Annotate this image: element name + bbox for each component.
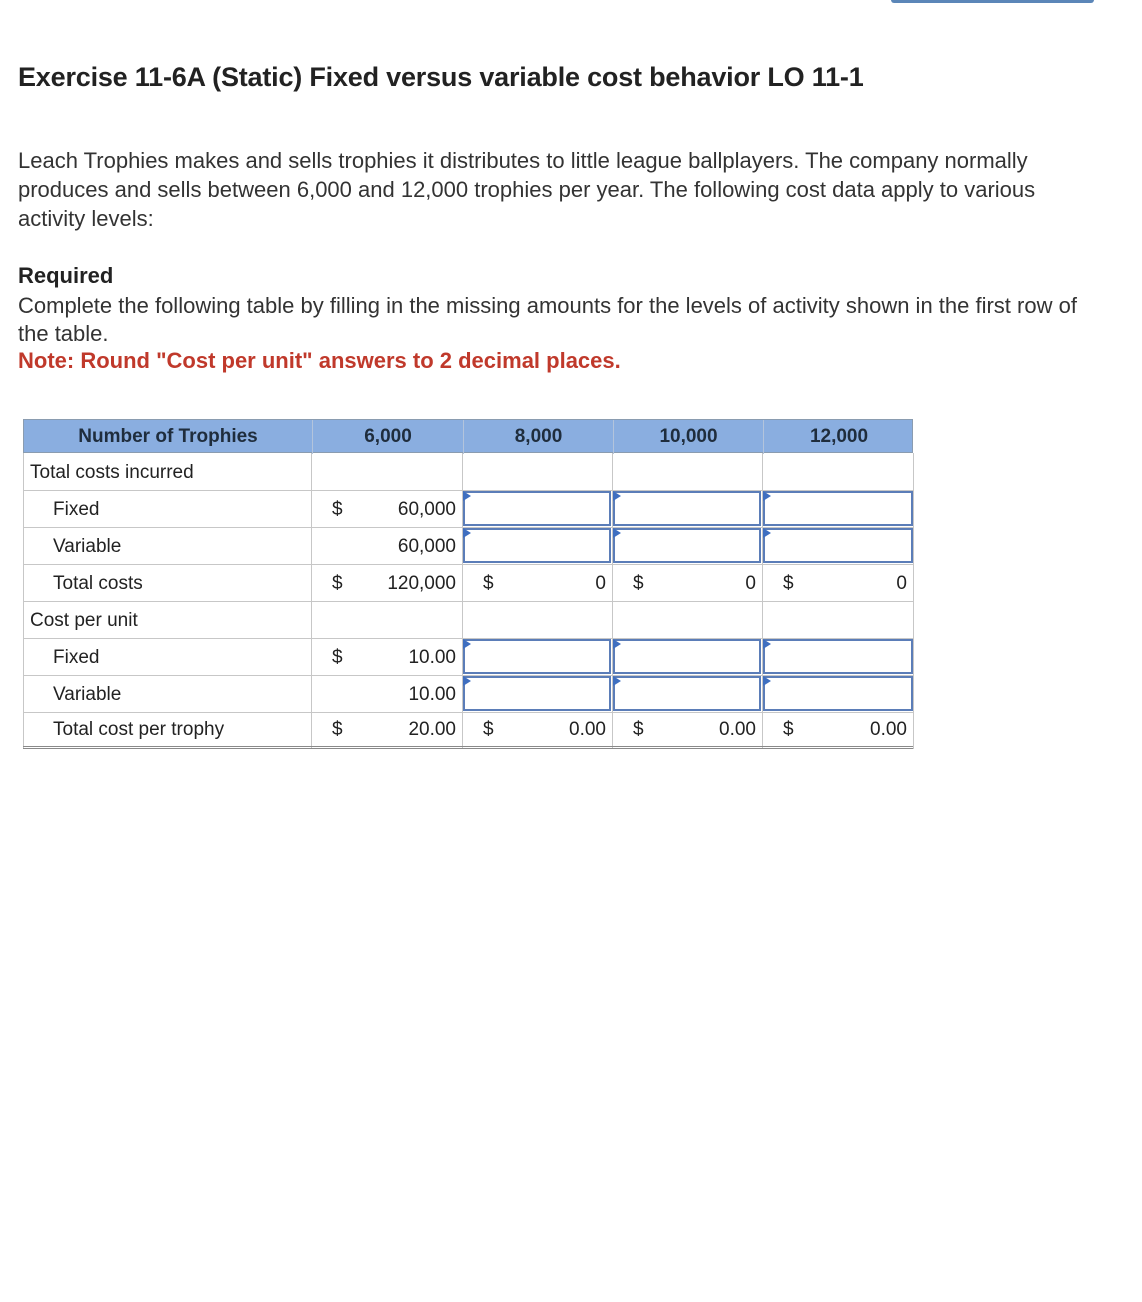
input-marker-icon: [763, 676, 771, 686]
row-label-fixed-total: Fixed: [53, 499, 100, 520]
variable-total-10000-input[interactable]: [613, 528, 761, 563]
table-header: [23, 419, 913, 453]
fixed-unit-6000: 10.00: [408, 647, 456, 668]
dollar-sign: $: [332, 647, 343, 668]
required-text: Complete the following table by filling in the missing amounts for the levels of activity shown in the first row of the table.: [18, 293, 1077, 346]
variable-unit-8000-input[interactable]: [463, 676, 611, 711]
input-marker-icon: [463, 676, 471, 686]
variable-unit-12000-input[interactable]: [763, 676, 913, 711]
row-label-variable-total: Variable: [53, 536, 122, 557]
variable-unit-6000: 10.00: [408, 684, 456, 705]
dollar-sign: $: [483, 573, 494, 594]
rounding-note: Note: Round "Cost per unit" answers to 2 decimal places.: [18, 348, 621, 373]
header-col-6000: 6,000: [364, 426, 412, 447]
variable-unit-10000-input[interactable]: [613, 676, 761, 711]
fixed-total-12000-input[interactable]: [763, 491, 913, 526]
input-marker-icon: [613, 639, 621, 649]
total-costs-10000: 0: [745, 573, 756, 594]
required-heading: Required: [18, 263, 114, 288]
input-marker-icon: [613, 676, 621, 686]
fixed-total-8000-input[interactable]: [463, 491, 611, 526]
input-marker-icon: [463, 528, 471, 538]
row-label-fixed-unit: Fixed: [53, 647, 100, 668]
fixed-total-10000-input[interactable]: [613, 491, 761, 526]
section-total-costs-incurred: Total costs incurred: [30, 462, 194, 483]
dollar-sign: $: [332, 573, 343, 594]
header-number-of-trophies: Number of Trophies: [78, 426, 258, 447]
dollar-sign: $: [633, 719, 644, 740]
header-col-10000: 10,000: [659, 426, 718, 447]
dollar-sign: $: [783, 573, 794, 594]
total-unit-6000: 20.00: [408, 719, 456, 740]
total-costs-12000: 0: [896, 573, 907, 594]
input-marker-icon: [763, 639, 771, 649]
input-marker-icon: [763, 528, 771, 538]
top-accent-bar: [891, 0, 1094, 3]
dollar-sign: $: [332, 499, 343, 520]
fixed-unit-8000-input[interactable]: [463, 639, 611, 674]
total-costs-6000: 120,000: [387, 573, 456, 594]
total-unit-12000: 0.00: [870, 719, 907, 740]
input-marker-icon: [463, 491, 471, 501]
row-label-total-costs: Total costs: [53, 573, 143, 594]
row-label-variable-unit: Variable: [53, 684, 122, 705]
row-label-total-cost-per-trophy: Total cost per trophy: [53, 719, 225, 740]
dollar-sign: $: [633, 573, 644, 594]
fixed-unit-10000-input[interactable]: [613, 639, 761, 674]
dollar-sign: $: [783, 719, 794, 740]
input-marker-icon: [613, 528, 621, 538]
variable-total-12000-input[interactable]: [763, 528, 913, 563]
input-marker-icon: [763, 491, 771, 501]
input-marker-icon: [613, 491, 621, 501]
total-unit-8000: 0.00: [569, 719, 606, 740]
dollar-sign: $: [483, 719, 494, 740]
header-col-12000: 12,000: [809, 426, 869, 447]
exercise-title: Exercise 11-6A (Static) Fixed versus variable cost behavior LO 11-1: [18, 62, 864, 92]
total-costs-8000: 0: [595, 573, 606, 594]
fixed-total-6000: 60,000: [397, 499, 456, 520]
dollar-sign: $: [332, 719, 343, 740]
exercise-intro: Leach Trophies makes and sells trophies it distributes to little league ballplayers. The company normally produces and sells between 6,000 and 12,000 trophies per year. The following cost data apply to various activity levels:: [18, 148, 1036, 231]
total-unit-10000: 0.00: [719, 719, 756, 740]
fixed-unit-12000-input[interactable]: [763, 639, 913, 674]
input-marker-icon: [463, 639, 471, 649]
variable-total-6000: 60,000: [397, 536, 456, 557]
section-cost-per-unit: Cost per unit: [30, 610, 138, 631]
variable-total-8000-input[interactable]: [463, 528, 611, 563]
header-col-8000: 8,000: [514, 426, 563, 447]
